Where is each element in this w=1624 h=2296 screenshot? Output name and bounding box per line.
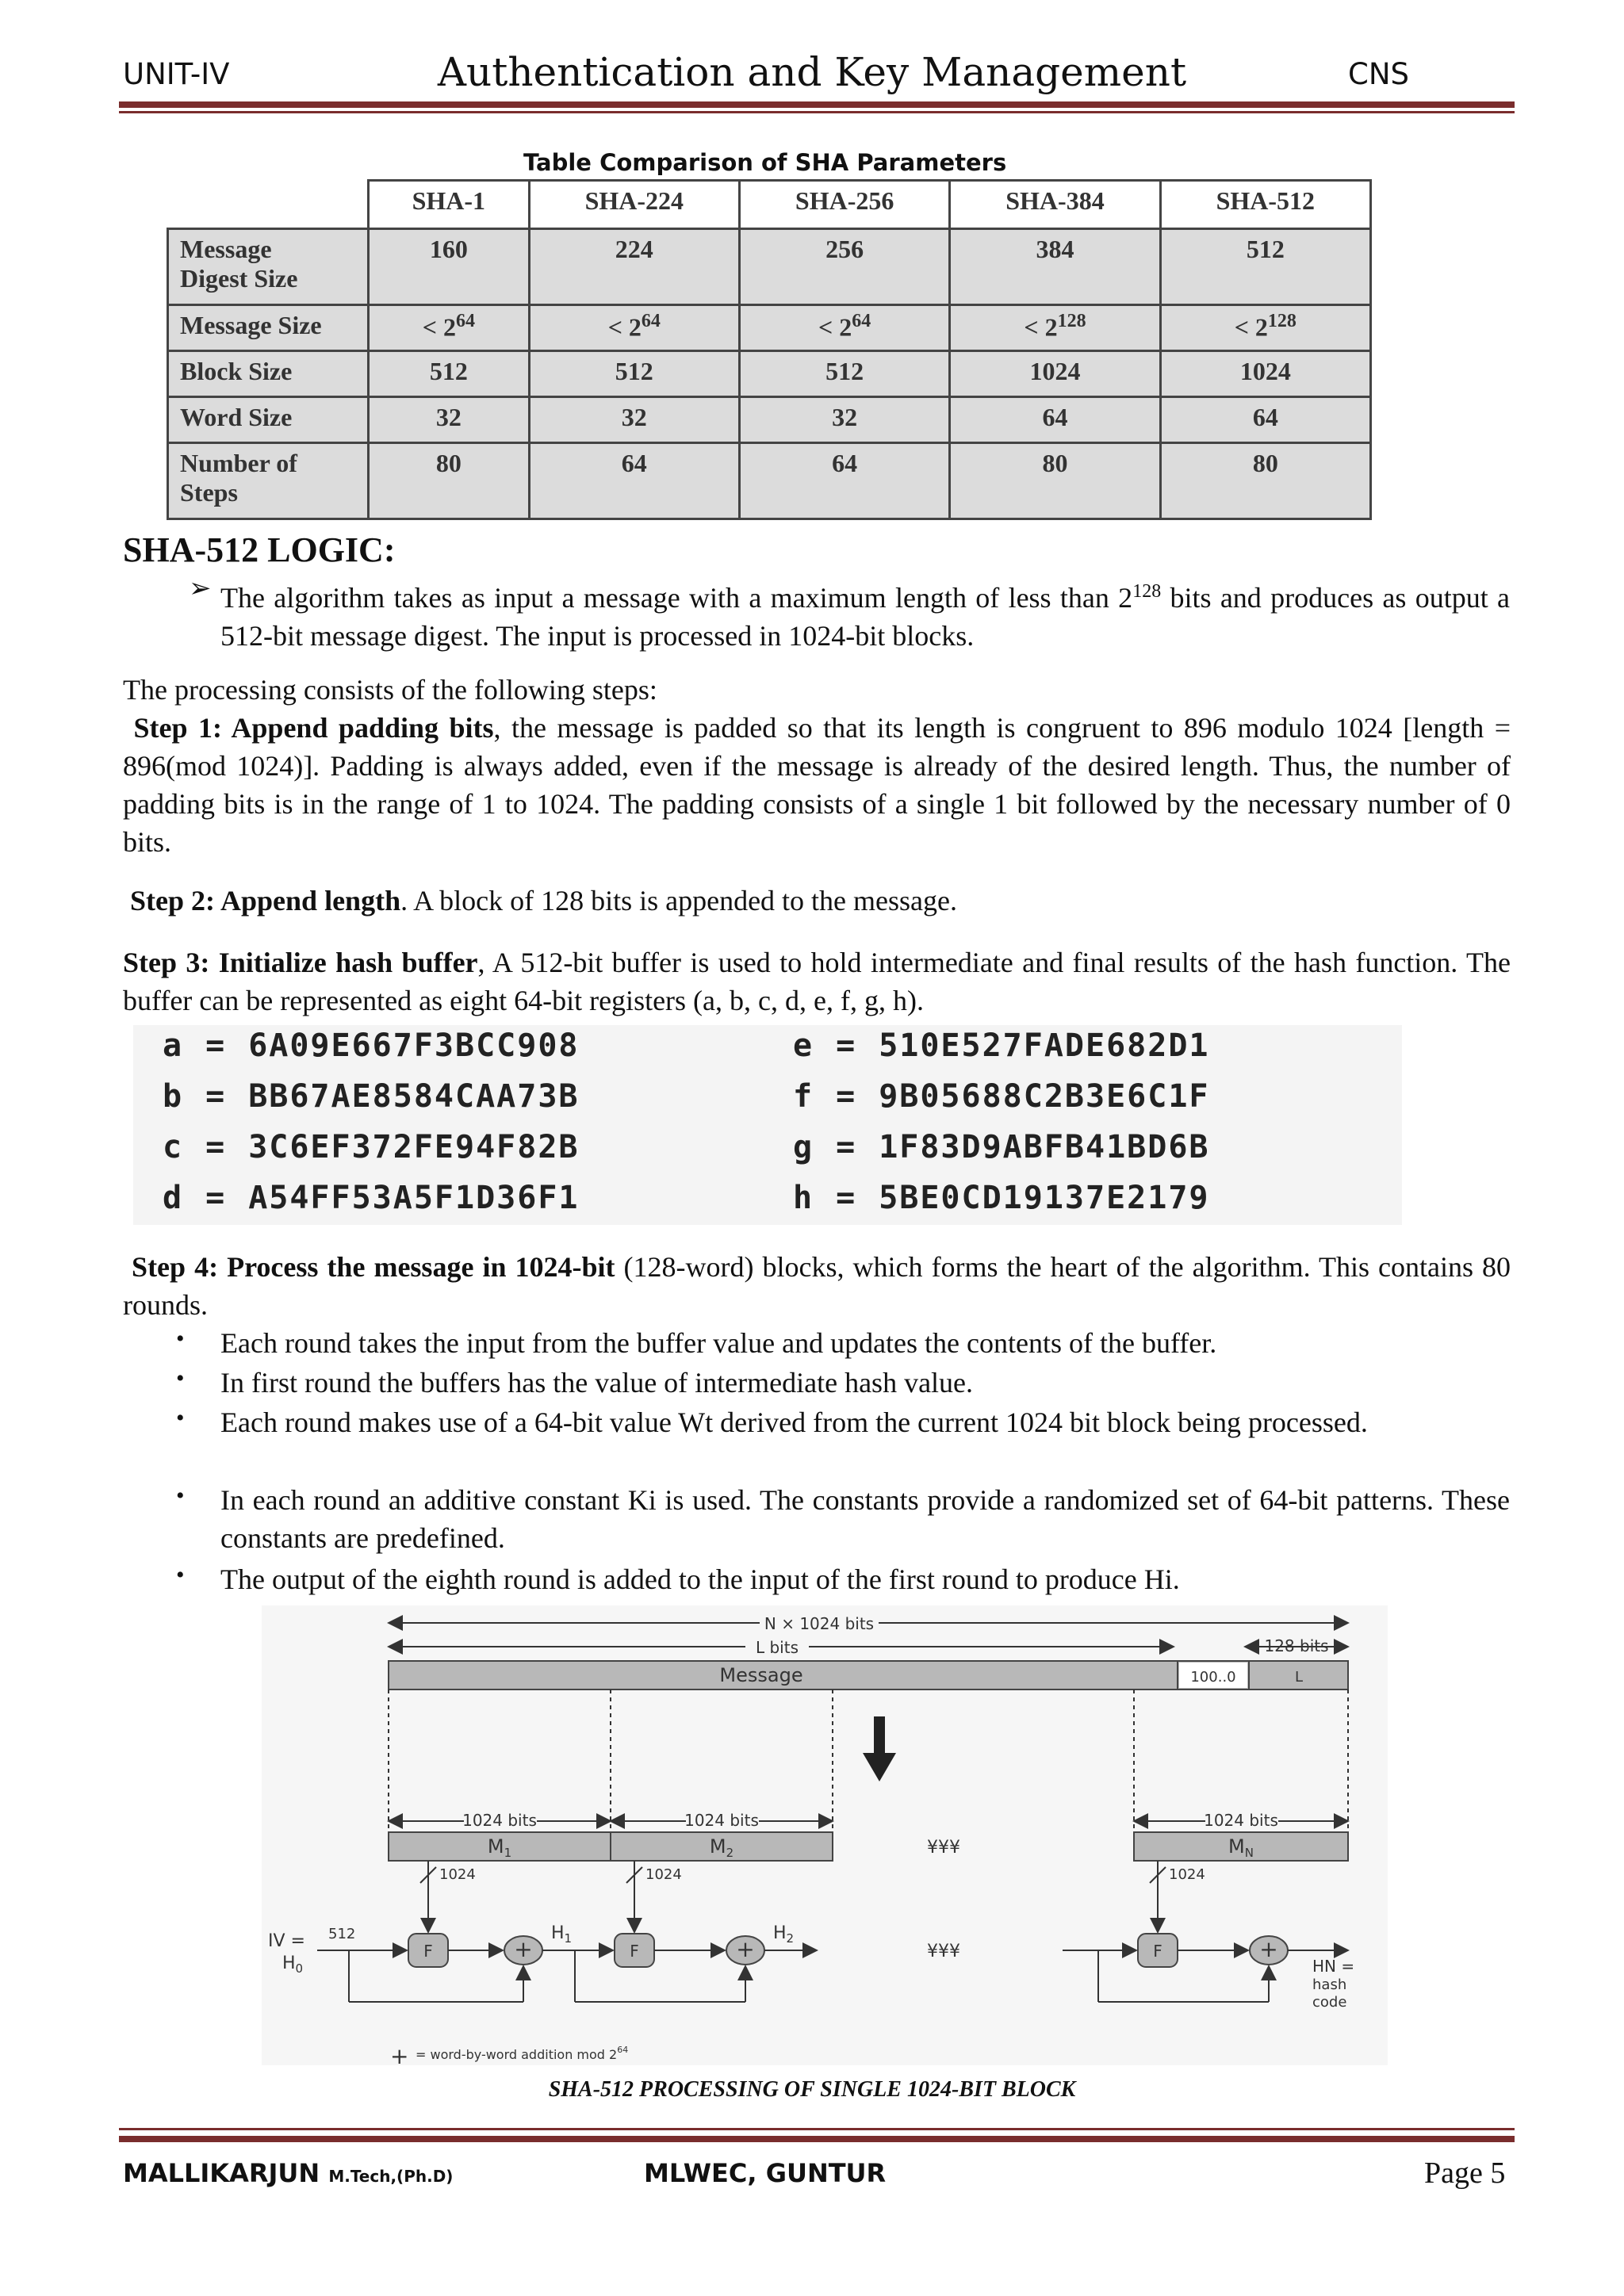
author-name: MALLIKARJUN (123, 2158, 320, 2188)
block2-bits-label: 1024 bits (684, 1811, 759, 1830)
register-name: f (793, 1078, 814, 1115)
page-number: Page 5 (1424, 2156, 1506, 2190)
h1-label: $H_1$ (551, 1923, 573, 1946)
step2-paragraph (123, 882, 1511, 920)
step4-text: (128-word) blocks, which forms the heart of the algorithm. This contains 80 rounds. (123, 1251, 1511, 1321)
register-name: a (163, 1027, 184, 1064)
intro-bullet-text (220, 572, 1510, 655)
register-equals: = (836, 1078, 857, 1115)
cell-value: < 2 (607, 312, 642, 342)
column-header: SHA-384 (950, 181, 1160, 229)
cell-value: 64 (1252, 403, 1278, 431)
step3-label: Step 3: Initialize hash buffer (123, 947, 478, 978)
m2-label: $M_2$ (709, 1835, 734, 1860)
row-label-line: Digest Size (180, 264, 298, 293)
table-row (168, 229, 1371, 305)
row-label-line: Message (180, 235, 272, 263)
row-label (168, 305, 369, 351)
bullet-marker: • (176, 1562, 185, 1588)
cell-exponent: 128 (1057, 311, 1086, 331)
ellipsis-bottom: ¥¥¥ (927, 1942, 960, 1961)
footer-rule (119, 2136, 1515, 2142)
down-arrow-icon (874, 1716, 885, 1753)
step2-label: Step 2: Append length (130, 885, 401, 916)
register-c (163, 1129, 580, 1165)
column-header: SHA-512 (1160, 181, 1370, 229)
intro-text-b: bits and produces as output a 512-bit message digest. The input is processed in 1024-bit blocks. (220, 582, 1510, 652)
cell-value: 80 (435, 449, 462, 477)
row-label-line: Number of (180, 449, 297, 477)
register-name: b (163, 1078, 184, 1115)
table-cell (529, 443, 739, 519)
round-bullet-text: In first round the buffers has the value of intermediate hash value. (220, 1367, 974, 1399)
w1024-2: 1024 (645, 1866, 682, 1883)
cell-exponent: 128 (1267, 311, 1297, 331)
register-equals: = (205, 1180, 227, 1216)
cell-value: < 2 (1234, 312, 1268, 342)
legend-plus-icon: + (390, 2043, 409, 2065)
cell-value: 384 (1036, 235, 1074, 263)
table-cell (739, 397, 949, 443)
register-equals: = (205, 1027, 227, 1064)
column-header: SHA-224 (529, 181, 739, 229)
cell-value: < 2 (818, 312, 852, 342)
table-cell (1160, 397, 1370, 443)
processing-intro: The processing consists of the following steps: (123, 674, 657, 706)
register-value: BB67AE8584CAA73B (248, 1078, 580, 1115)
register-value: 6A09E667F3BCC908 (248, 1027, 580, 1064)
register-name: d (163, 1180, 184, 1216)
iv-label: IV = (268, 1931, 305, 1951)
hn-label: HN = (1312, 1957, 1355, 1976)
register-equals: = (205, 1078, 227, 1115)
table-cell (369, 229, 530, 305)
step1-label: Step 1: Append padding bits (133, 712, 494, 744)
register-equals: = (836, 1180, 857, 1216)
step4-label: Step 4: Process the message in 1024-bit (132, 1251, 615, 1283)
register-equals: = (836, 1129, 857, 1165)
bullet-marker: • (176, 1483, 185, 1509)
register-a (163, 1027, 580, 1064)
step1-text: , the message is padded so that its length is congruent to 896 modulo 1024 [length = 896(mod 1024)]. Padding is always added, even if the message is already of the desired length. Thus, the number of padding bits is in the range of 1 to 1024. The padding consists of a single 1 bit followed by the necessary number of 0 bits. (123, 712, 1511, 858)
h2-label: $H_2$ (773, 1923, 795, 1946)
adder-plus-1: + (514, 1936, 533, 1962)
table-cell (1160, 443, 1370, 519)
legend-text (416, 2045, 628, 2062)
table-cell (529, 351, 739, 397)
bullet-marker: • (176, 1365, 185, 1391)
register-d (163, 1180, 580, 1216)
message-label: Message (719, 1664, 803, 1686)
table-cell (950, 351, 1160, 397)
cell-value: 32 (621, 403, 647, 431)
register-value: 3C6EF372FE94F82B (248, 1129, 580, 1165)
table-cell (1160, 351, 1370, 397)
padding-label: 100..0 (1190, 1669, 1236, 1686)
bullet-marker: • (176, 1405, 185, 1431)
table-cell (1160, 305, 1370, 351)
table-header-row (168, 181, 1371, 229)
cell-value: 1024 (1029, 357, 1081, 385)
register-value: 9B05688C2B3E6C1F (879, 1078, 1210, 1115)
iv-512-label: 512 (328, 1926, 356, 1942)
register-e (793, 1027, 1210, 1064)
register-name: h (793, 1180, 814, 1216)
round-bullet-text: The output of the eighth round is added to the input of the first round to produce Hi. (220, 1563, 1180, 1595)
hash-label: hash (1312, 1976, 1347, 1993)
row-label (168, 397, 369, 443)
header-title: Authentication and Key Management (437, 49, 1187, 95)
register-b (163, 1078, 580, 1115)
footer-rule-thin (119, 2128, 1515, 2130)
header-course: CNS (1348, 57, 1409, 91)
bits128-label: 128 bits (1264, 1636, 1329, 1655)
table-cell (369, 443, 530, 519)
cell-value: 80 (1252, 449, 1278, 477)
w1024-1: 1024 (439, 1866, 476, 1883)
round-bullet-text: Each round takes the input from the buffer value and updates the contents of the buffer. (220, 1327, 1217, 1359)
cell-value: 512 (615, 357, 653, 385)
header-rule (119, 101, 1515, 108)
register-value: 5BE0CD19137E2179 (879, 1180, 1210, 1216)
step3-paragraph (123, 943, 1511, 1020)
block1-bits-label: 1024 bits (462, 1811, 537, 1830)
adder-plus-n: + (1259, 1936, 1278, 1962)
table-row (168, 397, 1371, 443)
cell-value: 64 (621, 449, 647, 477)
f-label-1: F (423, 1942, 433, 1961)
n-bits-label: N × 1024 bits (764, 1614, 875, 1633)
cell-value: 512 (1246, 235, 1285, 263)
register-name: e (793, 1027, 814, 1064)
column-header: SHA-1 (369, 181, 530, 229)
section-title: SHA-512 LOGIC: (123, 530, 396, 569)
row-label (168, 351, 369, 397)
row-label-line: Steps (180, 478, 238, 507)
row-label (168, 229, 369, 305)
table-cell (1160, 229, 1370, 305)
table-cell (529, 229, 739, 305)
f-label-n: F (1153, 1942, 1162, 1961)
table-row (168, 443, 1371, 519)
adder-plus-2: + (736, 1936, 755, 1962)
cell-value: < 2 (1024, 312, 1058, 342)
blockn-bits-label: 1024 bits (1204, 1811, 1278, 1830)
row-label-line: Word Size (180, 403, 293, 431)
cell-value: 64 (832, 449, 858, 477)
table-row (168, 351, 1371, 397)
row-label-line: Block Size (180, 357, 293, 385)
sha-parameters-table (167, 179, 1372, 520)
table-cell (529, 305, 739, 351)
length-label: L (1294, 1669, 1304, 1686)
mn-label: $M_N$ (1228, 1835, 1254, 1860)
register-g (793, 1129, 1210, 1165)
intro-text-a: The algorithm takes as input a message with a maximum length of less than 2 (220, 582, 1133, 614)
arrow-bullet-marker: ➢ (189, 574, 212, 603)
step4-paragraph (123, 1248, 1511, 1324)
sha512-processing-diagram (262, 1605, 1388, 2065)
cell-value: 32 (832, 403, 858, 431)
cell-exponent: 64 (641, 311, 661, 331)
footer-author (123, 2158, 453, 2188)
table-cell (950, 443, 1160, 519)
register-equals: = (205, 1129, 227, 1165)
intro-exp: 128 (1132, 581, 1162, 602)
cell-exponent: 64 (455, 311, 475, 331)
table-cell (739, 351, 949, 397)
cell-value: 512 (429, 357, 468, 385)
w1024-n: 1024 (1169, 1866, 1205, 1883)
cell-value: 224 (615, 235, 653, 263)
cell-value: 160 (429, 235, 468, 263)
m1-label: $M_1$ (487, 1835, 512, 1860)
code-label: code (1312, 1994, 1347, 2011)
table-cell (369, 305, 530, 351)
cell-value: < 2 (422, 312, 456, 342)
register-value: 510E527FADE682D1 (879, 1027, 1210, 1064)
author-degree: M.Tech,(Ph.D) (328, 2167, 454, 2186)
register-name: c (163, 1129, 184, 1165)
round-bullet-text: Each round makes use of a 64-bit value Wt derived from the current 1024 bit block being processed. (220, 1406, 1368, 1438)
l-bits-label: L bits (755, 1638, 799, 1657)
register-h (793, 1180, 1210, 1216)
table-cell (739, 443, 949, 519)
table-row (168, 305, 1371, 351)
cell-value: 64 (1042, 403, 1068, 431)
bullet-marker: • (176, 1326, 185, 1352)
round-bullet-text: In each round an additive constant Ki is used. The constants provide a randomized set of 64-bit patterns. These constants are predefined. (220, 1484, 1510, 1554)
register-name: g (793, 1129, 814, 1165)
header-rule-thin (119, 111, 1515, 113)
register-equals: = (836, 1027, 857, 1064)
table-corner (168, 181, 369, 229)
cell-exponent: 64 (852, 311, 871, 331)
ellipsis-top: ¥¥¥ (927, 1838, 960, 1858)
header-unit: UNIT-IV (123, 57, 230, 91)
register-value: A54FF53A5F1D36F1 (248, 1180, 580, 1216)
footer-college: MLWEC, GUNTUR (644, 2158, 887, 2188)
table-cell (950, 397, 1160, 443)
table-cell (529, 397, 739, 443)
register-value: 1F83D9ABFB41BD6B (879, 1129, 1210, 1165)
table-cell (369, 397, 530, 443)
cell-value: 32 (435, 403, 462, 431)
figure-caption: SHA-512 PROCESSING OF SINGLE 1024-BIT BLOCK (548, 2077, 1076, 2102)
step3-text: , A 512-bit buffer is used to hold intermediate and final results of the hash function. The buffer can be represented as eight 64-bit registers (a, b, c, d, e, f, g, h). (123, 947, 1511, 1016)
table-cell (739, 305, 949, 351)
register-f (793, 1078, 1210, 1115)
legend-exp: 64 (617, 2045, 629, 2055)
cell-value: 80 (1042, 449, 1068, 477)
table-cell (950, 305, 1160, 351)
row-label-line: Message Size (180, 311, 322, 339)
f-label-2: F (630, 1942, 639, 1961)
column-header: SHA-256 (739, 181, 949, 229)
table-cell (369, 351, 530, 397)
table-cell (739, 229, 949, 305)
table-cell (950, 229, 1160, 305)
table-caption: Table Comparison of SHA Parameters (523, 149, 1007, 176)
step1-paragraph (123, 709, 1511, 861)
row-label (168, 443, 369, 519)
legend-text-main: = word-by-word addition mod 2 (416, 2047, 618, 2062)
cell-value: 1024 (1239, 357, 1291, 385)
cell-value: 256 (825, 235, 864, 263)
step2-text: . A block of 128 bits is appended to the message. (400, 885, 957, 916)
cell-value: 512 (825, 357, 864, 385)
h0-label: $H_0$ (282, 1954, 304, 1976)
